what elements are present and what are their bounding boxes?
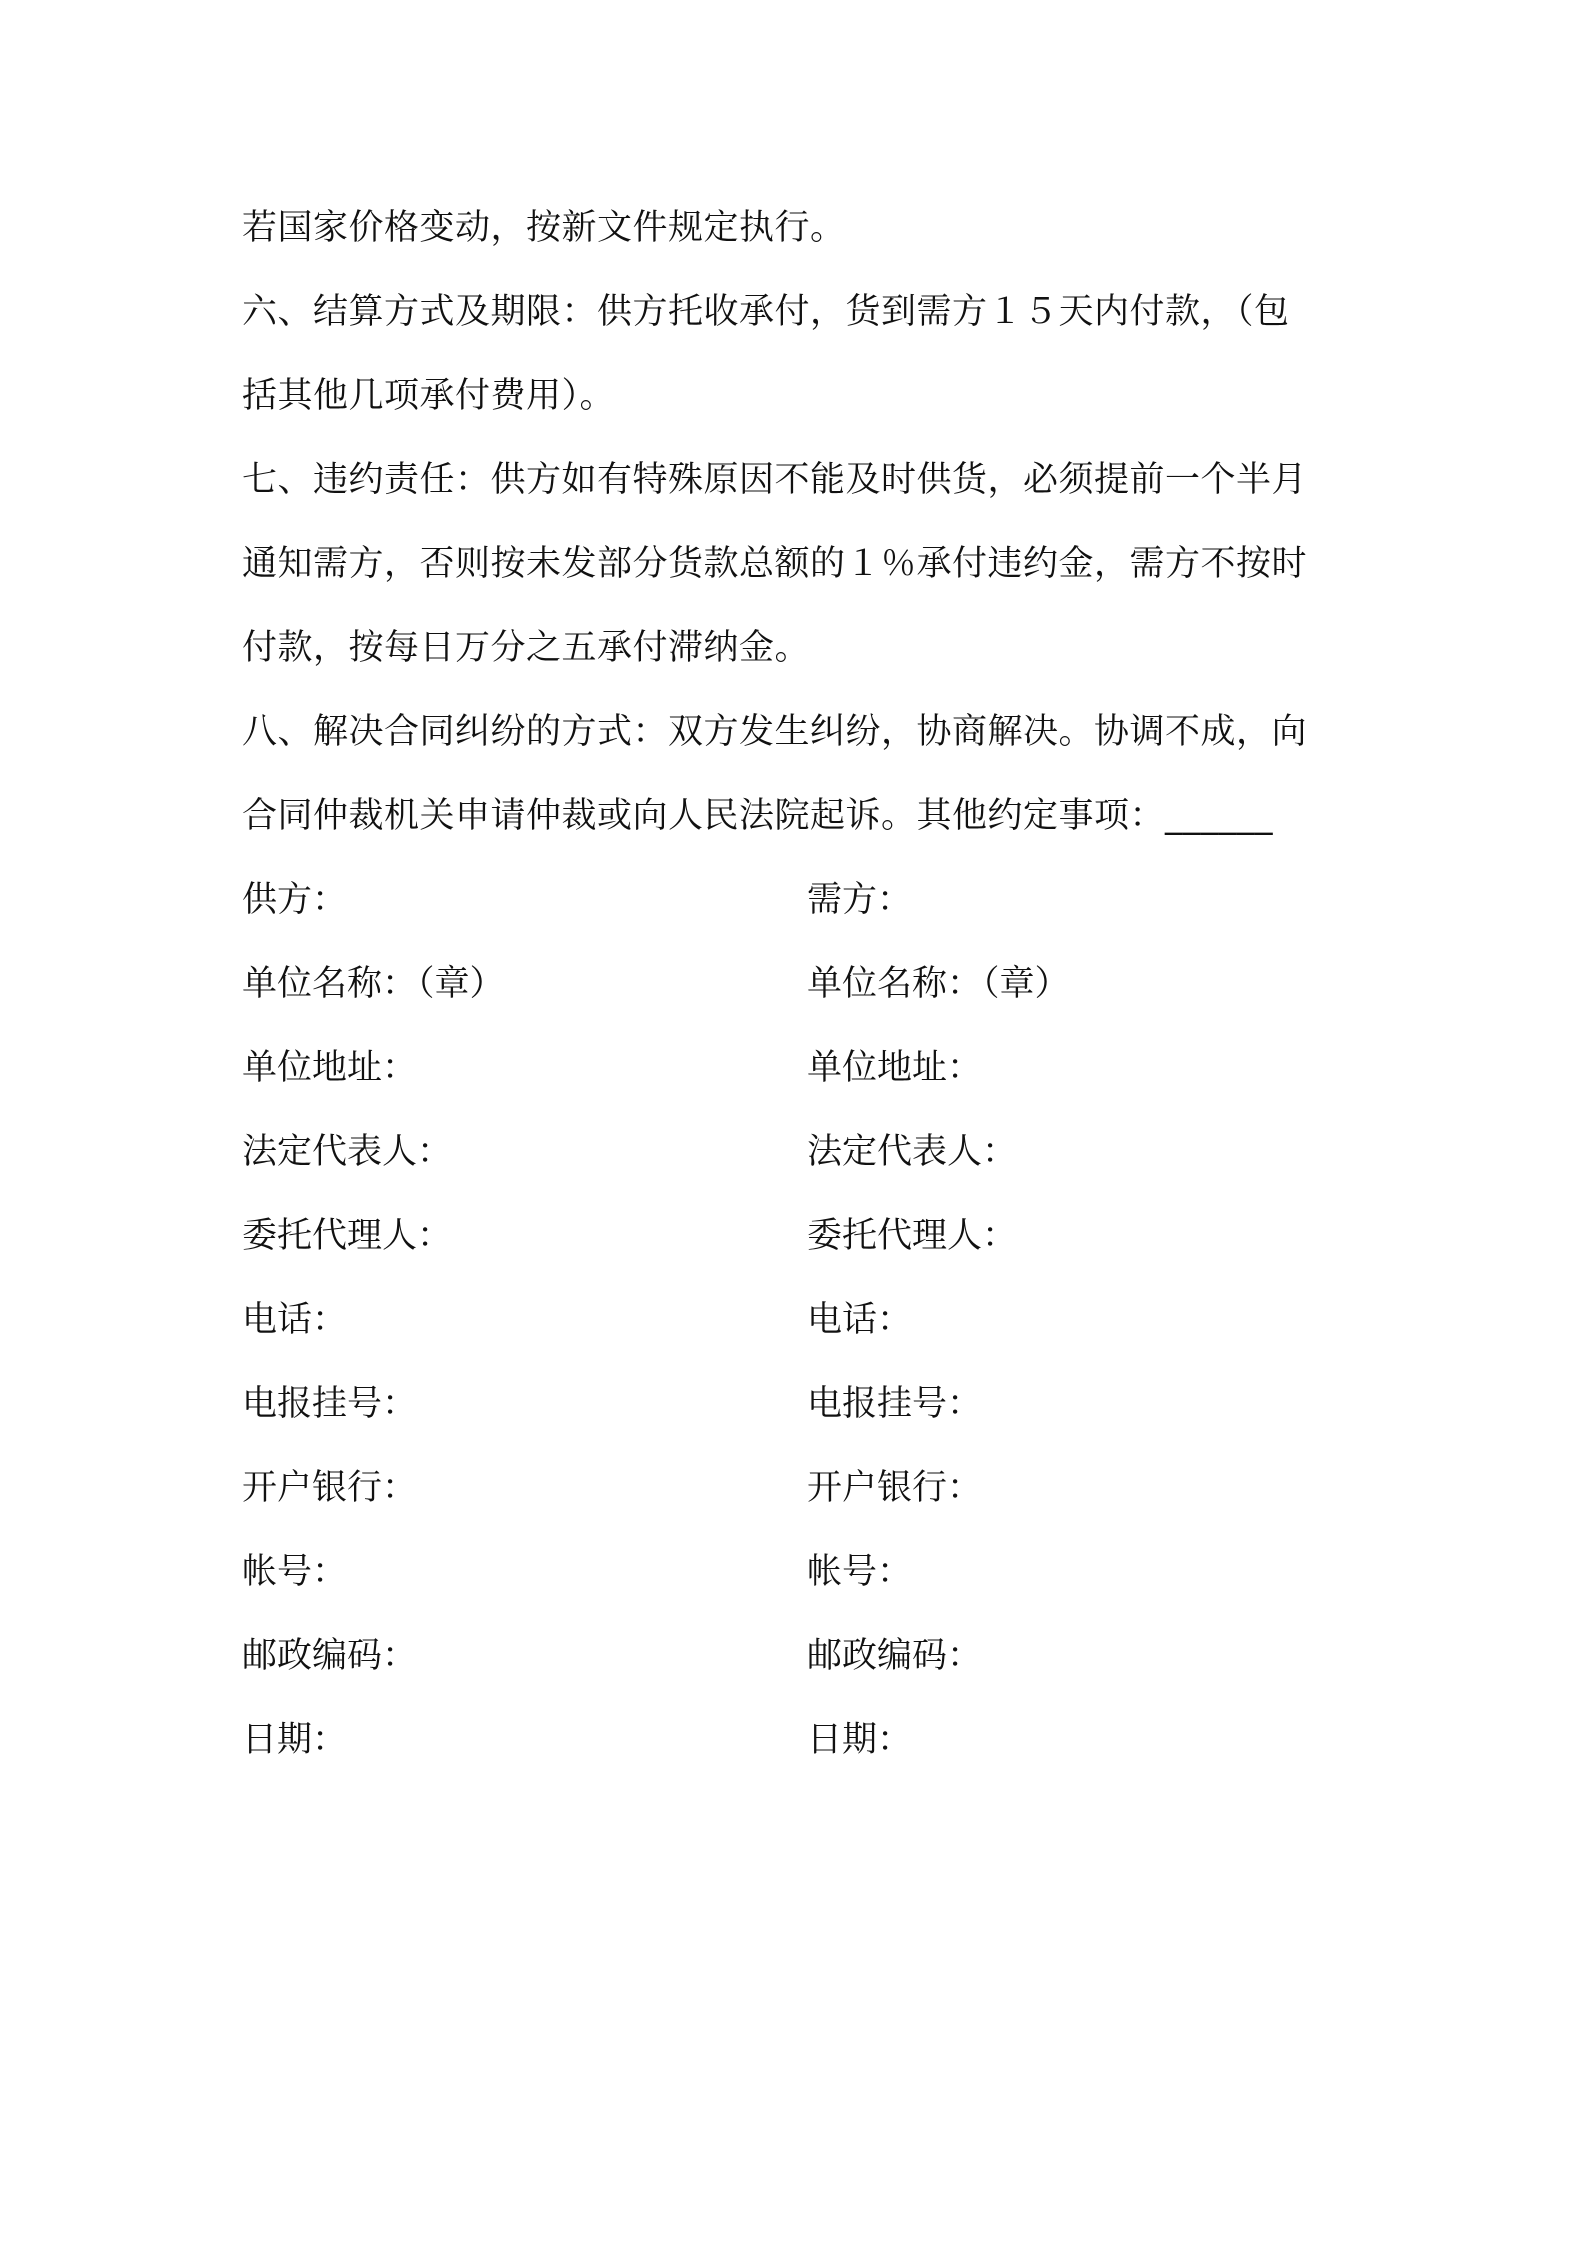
buyer-company-name-label: 单位名称：（章） xyxy=(807,964,1070,1004)
buyer-address-label: 单位地址： xyxy=(807,1048,983,1088)
signature-row-bank xyxy=(242,1446,1357,1530)
signature-row-agent xyxy=(242,1194,1357,1278)
clause-breach-liability xyxy=(242,438,1357,690)
buyer-legal-rep-label: 法定代表人： xyxy=(807,1132,1018,1172)
supplier-company-name-label: 单位名称：（章） xyxy=(242,964,505,1004)
signature-row-address xyxy=(242,1026,1357,1110)
clause-line: 七、违约责任：供方如有特殊原因不能及时供货，必须提前一个半月 xyxy=(242,460,1308,500)
buyer-postcode-label: 邮政编码： xyxy=(807,1636,983,1676)
signature-row-legal-rep xyxy=(242,1110,1357,1194)
signature-row-company-name xyxy=(242,942,1357,1026)
buyer-bank-label: 开户银行： xyxy=(807,1468,983,1508)
signature-row-account xyxy=(242,1530,1357,1614)
clause-line: 通知需方，否则按未发部分货款总额的１％承付违约金，需方不按时 xyxy=(242,544,1308,584)
clause-line: 括其他几项承付费用）。 xyxy=(242,376,616,416)
clause-price-change xyxy=(242,186,1357,270)
buyer-telegraph-label: 电报挂号： xyxy=(807,1384,983,1424)
buyer-agent-label: 委托代理人： xyxy=(807,1216,1018,1256)
supplier-bank-label: 开户银行： xyxy=(242,1468,418,1508)
clause-settlement xyxy=(242,270,1357,438)
clause-line: 付款，按每日万分之五承付滞纳金。 xyxy=(242,628,811,668)
buyer-label: 需方： xyxy=(807,880,913,920)
supplier-address-label: 单位地址： xyxy=(242,1048,418,1088)
clause-dispute-resolution xyxy=(242,690,1357,858)
clause-line: 若国家价格变动，按新文件规定执行。 xyxy=(242,208,846,248)
clause-line: 合同仲裁机关申请仲裁或向人民法院起诉。其他约定事项：______ xyxy=(242,796,1274,836)
supplier-label: 供方： xyxy=(242,880,348,920)
signature-row-postcode xyxy=(242,1614,1357,1698)
supplier-agent-label: 委托代理人： xyxy=(242,1216,453,1256)
signature-row-phone xyxy=(242,1278,1357,1362)
buyer-date-label: 日期： xyxy=(807,1720,913,1760)
supplier-account-label: 帐号： xyxy=(242,1552,348,1592)
supplier-phone-label: 电话： xyxy=(242,1300,348,1340)
supplier-date-label: 日期： xyxy=(242,1720,348,1760)
signature-row-party xyxy=(242,858,1357,942)
clause-line: 六、结算方式及期限：供方托收承付，货到需方１５天内付款，（包 xyxy=(242,292,1290,332)
supplier-postcode-label: 邮政编码： xyxy=(242,1636,418,1676)
buyer-account-label: 帐号： xyxy=(807,1552,913,1592)
signature-row-date xyxy=(242,1698,1357,1782)
signature-row-telegraph xyxy=(242,1362,1357,1446)
clause-line: 八、解决合同纠纷的方式：双方发生纠纷，协商解决。协调不成，向 xyxy=(242,712,1308,752)
supplier-telegraph-label: 电报挂号： xyxy=(242,1384,418,1424)
buyer-phone-label: 电话： xyxy=(807,1300,913,1340)
supplier-legal-rep-label: 法定代表人： xyxy=(242,1132,453,1172)
